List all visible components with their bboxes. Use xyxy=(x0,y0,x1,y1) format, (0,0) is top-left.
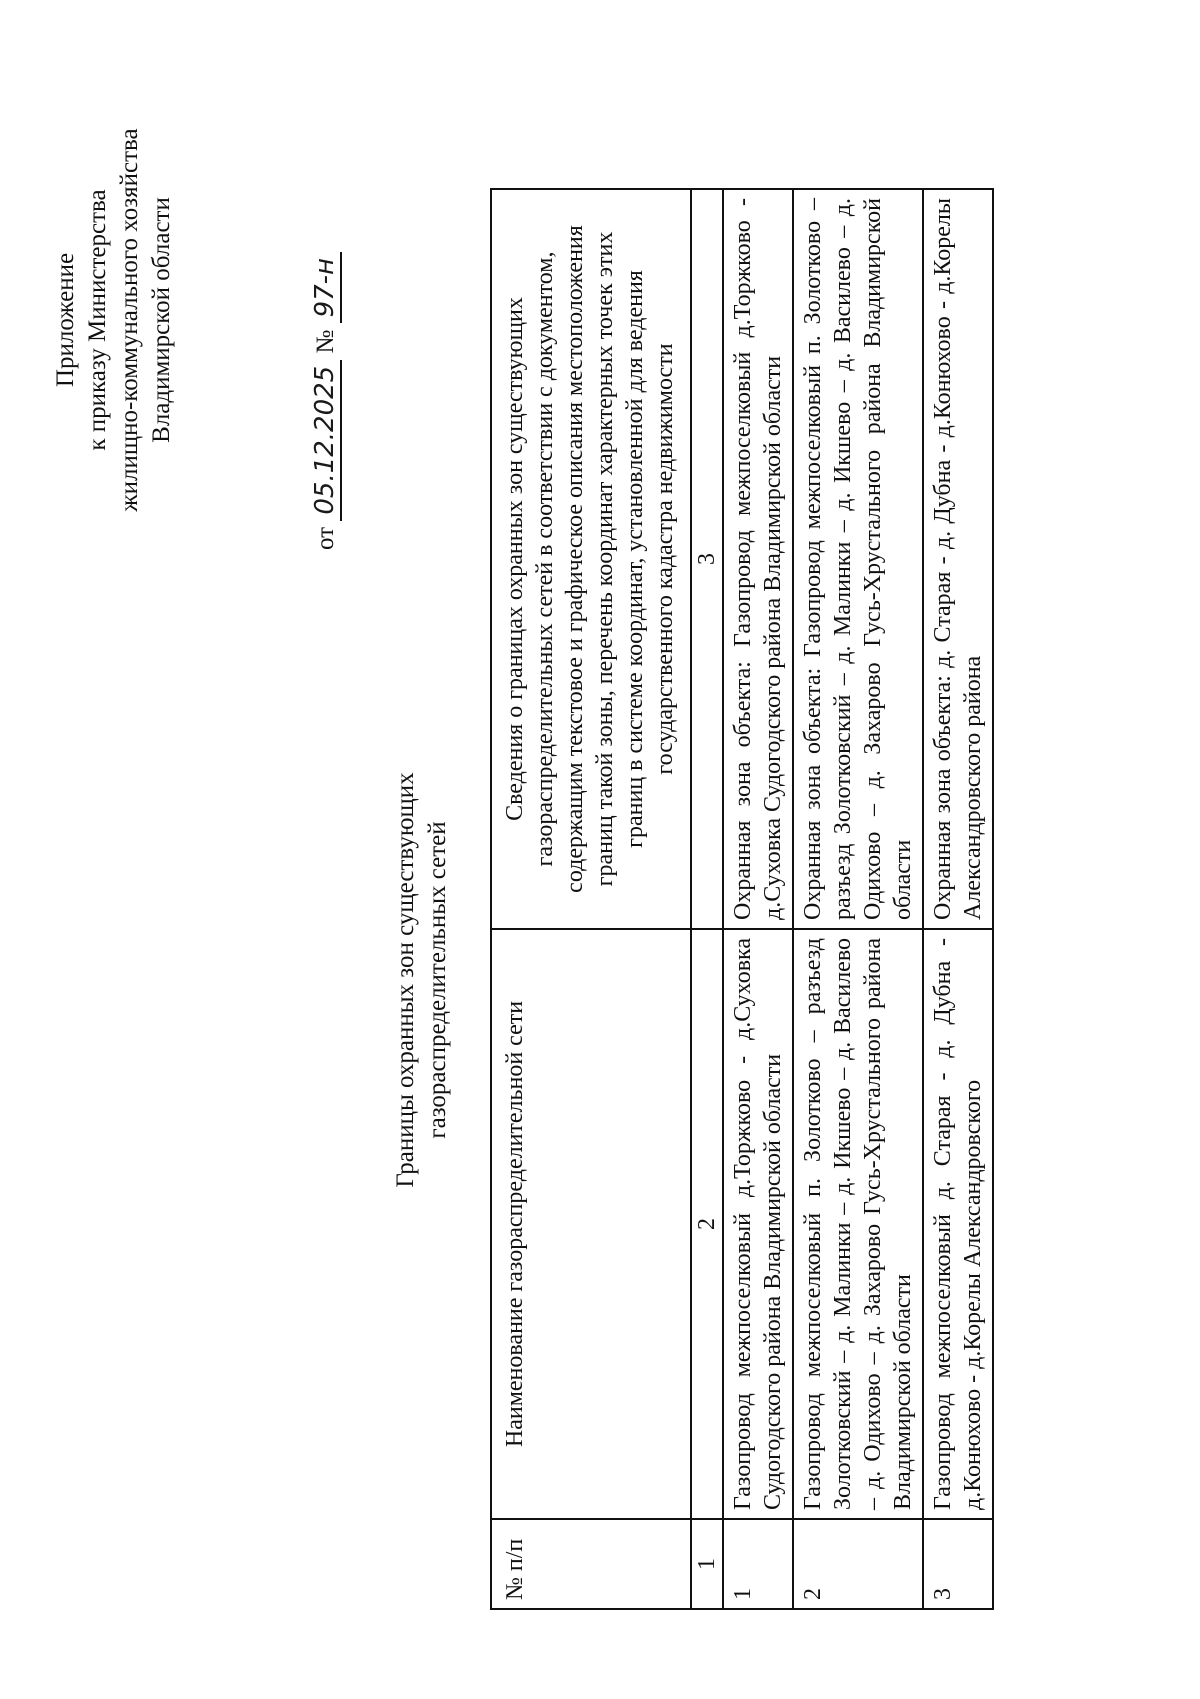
row-network-name: Газопровод межпоселковый д. Старая - д. Дубна - д.Конюхово - д.Корелы Александровского xyxy=(923,929,993,1519)
column-index: 3 xyxy=(691,189,723,929)
column-index: 2 xyxy=(691,929,723,1519)
row-network-name: Газопровод межпоселковый п. Золотково – разъезд Золотковский – д. Малинки – д. Икшево – д. Василево – д. Одихово – д. Захарово Гусь-Хрустального района Владимирской области xyxy=(793,929,923,1519)
header-num: № п/п xyxy=(491,1519,691,1609)
date-prefix: от xyxy=(312,526,339,550)
document-page xyxy=(20,80,1100,1640)
order-date-line xyxy=(310,100,340,550)
gas-network-table xyxy=(490,188,994,1610)
order-date: 05.12.2025 xyxy=(310,360,342,521)
table-row xyxy=(923,189,993,1609)
appendix-block xyxy=(50,100,178,540)
table-row xyxy=(723,189,793,1609)
appendix-ministry: жилищно-коммунального хозяйства xyxy=(116,128,143,512)
table-row xyxy=(793,189,923,1609)
row-zone-info: Охранная зона объекта: Газопровод межпоселковый д.Торжково - д.Суховка Судогодского района Владимирской области xyxy=(723,189,793,929)
title-line-2: газораспределительных сетей xyxy=(424,821,451,1139)
column-index-row xyxy=(691,189,723,1609)
row-network-name: Газопровод межпоселковый д.Торжково - д.Суховка Судогодского района Владимирской области xyxy=(723,929,793,1519)
table-header-row xyxy=(491,189,691,1609)
header-name: Наименование газораспределительной сети xyxy=(491,929,691,1519)
appendix-region: Владимирской области xyxy=(148,197,175,443)
order-number: 97-н xyxy=(310,252,342,323)
title-line-1: Границы охранных зон существующих xyxy=(392,772,419,1188)
row-zone-info: Охранная зона объекта: д. Старая - д. Дубна - д.Конюхово - д.Корелы Александровского района xyxy=(923,189,993,929)
row-zone-info: Охранная зона объекта: Газопровод межпоселковый п. Золотково – разъезд Золотковский – д. Малинки – д. Икшево – д. Василево – д. Одихово – д. Захарово Гусь-Хрустального района Владимирской области xyxy=(793,189,923,929)
number-prefix: № xyxy=(312,329,339,354)
header-info: Сведения о границах охранных зон существующих газораспределительных сетей в соответствии с документом, содержащим текстовое и графическое описания местоположения границ такой зоны, перечень координат характерных точек этих границ в системе координат, установленной для ведения государственного кадастра недвижимости xyxy=(491,189,691,929)
row-num: 3 xyxy=(923,1519,993,1609)
appendix-order-ref: к приказу Министерства xyxy=(84,189,111,451)
column-index: 1 xyxy=(691,1519,723,1609)
row-num: 1 xyxy=(723,1519,793,1609)
document-title xyxy=(390,700,454,1260)
row-num: 2 xyxy=(793,1519,923,1609)
appendix-heading: Приложение xyxy=(52,252,79,388)
